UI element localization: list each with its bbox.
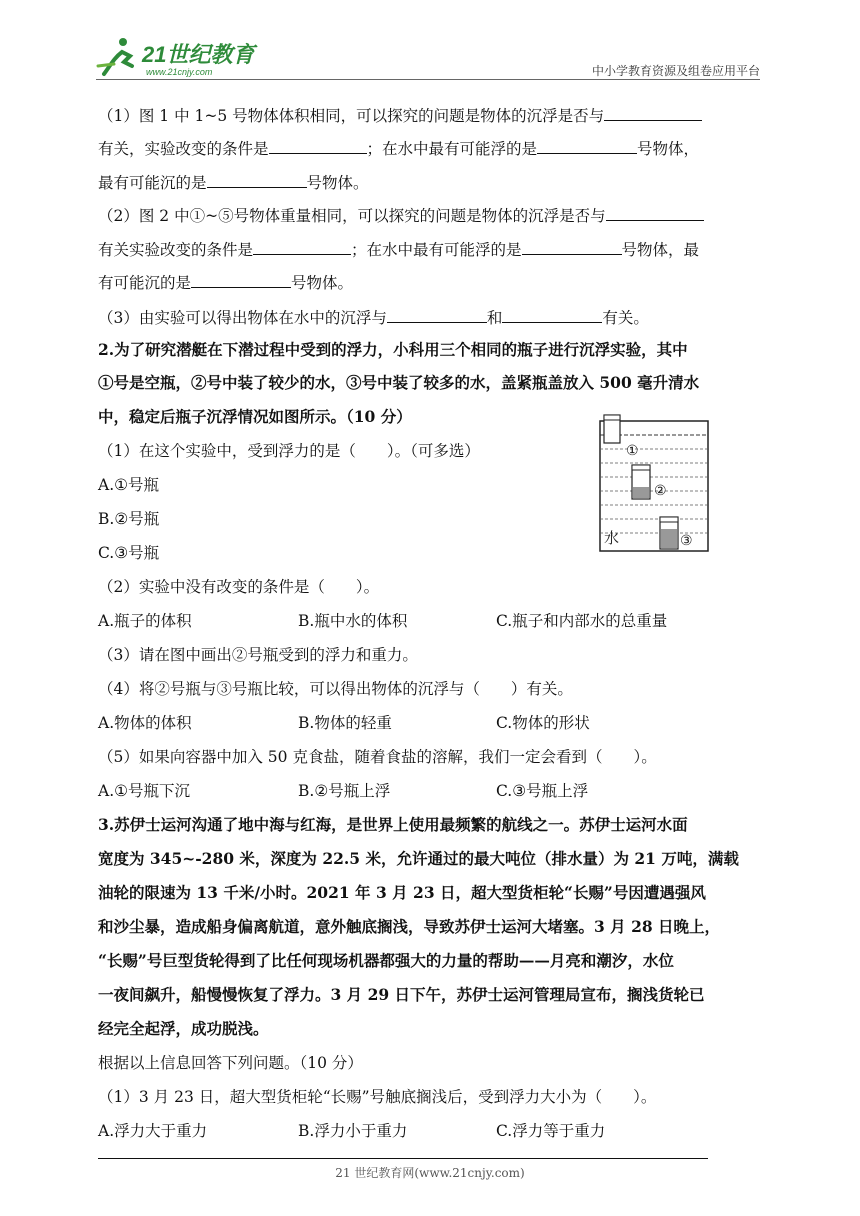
q2-sub4: （4）将②号瓶与③号瓶比较，可以得出物体的沉浮与（ ）有关。 xyxy=(98,680,573,698)
answer-blank xyxy=(387,306,487,323)
bottle-1-label: ① xyxy=(626,443,639,459)
q3-stem-line7: 经完全起浮，成功脱浅。 xyxy=(98,1019,269,1038)
answer-blank xyxy=(522,238,622,255)
q1-part2-line1: （2）图 2 中①~⑤号物体重量相同，可以探究的问题是物体的沉浮是否与 xyxy=(98,204,704,227)
answer-blank xyxy=(207,171,307,188)
header-divider xyxy=(96,79,760,80)
q2-sub4-option-c: C.物体的形状 xyxy=(496,714,590,732)
q3-sub1-option-b: B.浮力小于重力 xyxy=(298,1122,408,1140)
water-label: 水 xyxy=(604,529,620,547)
page-header xyxy=(96,36,760,80)
q2-sub1-option-a: A.①号瓶 xyxy=(98,476,160,494)
answer-blank xyxy=(269,137,367,154)
q1-part1-line3: 最有可能沉的是 号物体。 xyxy=(98,171,369,194)
header-platform-text: 中小学教育资源及组卷应用平台 xyxy=(591,64,760,78)
q1-part1-line2: 有关，实验改变的条件是 ；在水中最有可能浮的是 号物体， xyxy=(98,137,699,160)
answer-blank xyxy=(253,238,351,255)
answer-blank xyxy=(191,271,291,288)
q2-sub2: （2）实验中没有改变的条件是（ ）。 xyxy=(98,578,380,596)
q2-sub5: （5）如果向容器中加入 50 克食盐，随着食盐的溶解，我们一定会看到（ ）。 xyxy=(98,748,657,766)
q1-part2-line3: 有可能沉的是 号物体。 xyxy=(98,271,353,294)
q2-sub4-option-a: A.物体的体积 xyxy=(98,714,192,732)
bottle-1 xyxy=(604,415,620,443)
q2-stem-line1: 2.为了研究潜艇在下潜过程中受到的浮力，小科用三个相同的瓶子进行沉浮实验，其中 xyxy=(98,340,688,359)
footer-text: 21 世纪教育网(www.21cnjy.com) xyxy=(335,1166,525,1180)
bottles-in-water-figure xyxy=(598,413,710,553)
q2-sub5-option-c: C.③号瓶上浮 xyxy=(496,782,589,800)
q2-sub2-option-c: C.瓶子和内部水的总重量 xyxy=(496,612,668,630)
q3-sub1: （1）3 月 23 日，超大型货柜轮“长赐”号触底搁浅后，受到浮力大小为（ ）。 xyxy=(98,1088,657,1106)
q3-stem-line5: “长赐”号巨型货轮得到了比任何现场机器都强大的力量的帮助——月亮和潮汐，水位 xyxy=(98,951,674,970)
q2-stem-line3: 中，稳定后瓶子沉浮情况如图所示。（10 分） xyxy=(98,407,412,426)
q1-part1-line1: （1）图 1 中 1~5 号物体体积相同，可以探究的问题是物体的沉浮是否与 xyxy=(98,104,702,127)
q2-sub2-option-b: B.瓶中水的体积 xyxy=(298,612,408,630)
q2-sub2-option-a: A.瓶子的体积 xyxy=(98,612,192,630)
q3-sub1-option-a: A.浮力大于重力 xyxy=(98,1122,208,1140)
q2-sub4-option-b: B.物体的轻重 xyxy=(298,714,392,732)
q3-stem-line1: 3.苏伊士运河沟通了地中海与红海，是世界上使用最频繁的航线之一。苏伊士运河水面 xyxy=(98,815,688,834)
answer-blank xyxy=(537,137,637,154)
answer-blank xyxy=(502,306,602,323)
q3-instruction: 根据以上信息回答下列问题。（10 分） xyxy=(98,1054,363,1072)
q1-part3-line: （3）由实验可以得出物体在水中的沉浮与 和 有关。 xyxy=(98,306,649,329)
q2-stem-line2: ①号是空瓶，②号中装了较少的水，③号中装了较多的水，盖紧瓶盖放入 500 毫升清水 xyxy=(98,373,700,392)
q3-stem-line2: 宽度为 345~-280 米，深度为 22.5 米，允许通过的最大吨位（排水量）为 21 万吨，满载 xyxy=(98,849,739,868)
bottle-3 xyxy=(660,517,678,549)
q3-stem-line4: 和沙尘暴，造成船身偏离航道，意外触底搁浅，导致苏伊士运河大堵塞。3 月 28 日晚上， xyxy=(98,917,721,936)
bottle-2 xyxy=(632,465,650,499)
bottle-3-label: ③ xyxy=(680,533,693,549)
q2-sub1: （1）在这个实验中，受到浮力的是（ ）。（可多选） xyxy=(98,442,480,460)
q2-sub5-option-a: A.①号瓶下沉 xyxy=(98,782,191,800)
q2-sub5-option-b: B.②号瓶上浮 xyxy=(298,782,391,800)
q2-sub1-option-c: C.③号瓶 xyxy=(98,544,160,562)
site-logo xyxy=(96,36,266,78)
q3-stem-line6: 一夜间飙升，船慢慢恢复了浮力。3 月 29 日下午，苏伊士运河管理局宣布，搁浅货轮已 xyxy=(98,985,705,1004)
q3-sub1-option-c: C.浮力等于重力 xyxy=(496,1122,606,1140)
answer-blank xyxy=(604,104,702,121)
svg-text:www.21cnjy.com: www.21cnjy.com xyxy=(146,67,213,77)
answer-blank xyxy=(606,204,704,221)
q1-part2-line2: 有关实验改变的条件是 ；在水中最有可能浮的是 号物体，最 xyxy=(98,238,699,261)
bottle-2-label: ② xyxy=(654,483,667,499)
footer-divider xyxy=(98,1158,708,1159)
q2-sub1-option-b: B.②号瓶 xyxy=(98,510,160,528)
svg-text:21世纪教育: 21世纪教育 xyxy=(142,42,255,67)
q2-sub3: （3）请在图中画出②号瓶受到的浮力和重力。 xyxy=(98,646,418,664)
q3-stem-line3: 油轮的限速为 13 千米/小时。2021 年 3 月 23 日，超大型货柜轮“长赐”号因遭遇强风 xyxy=(98,883,706,902)
